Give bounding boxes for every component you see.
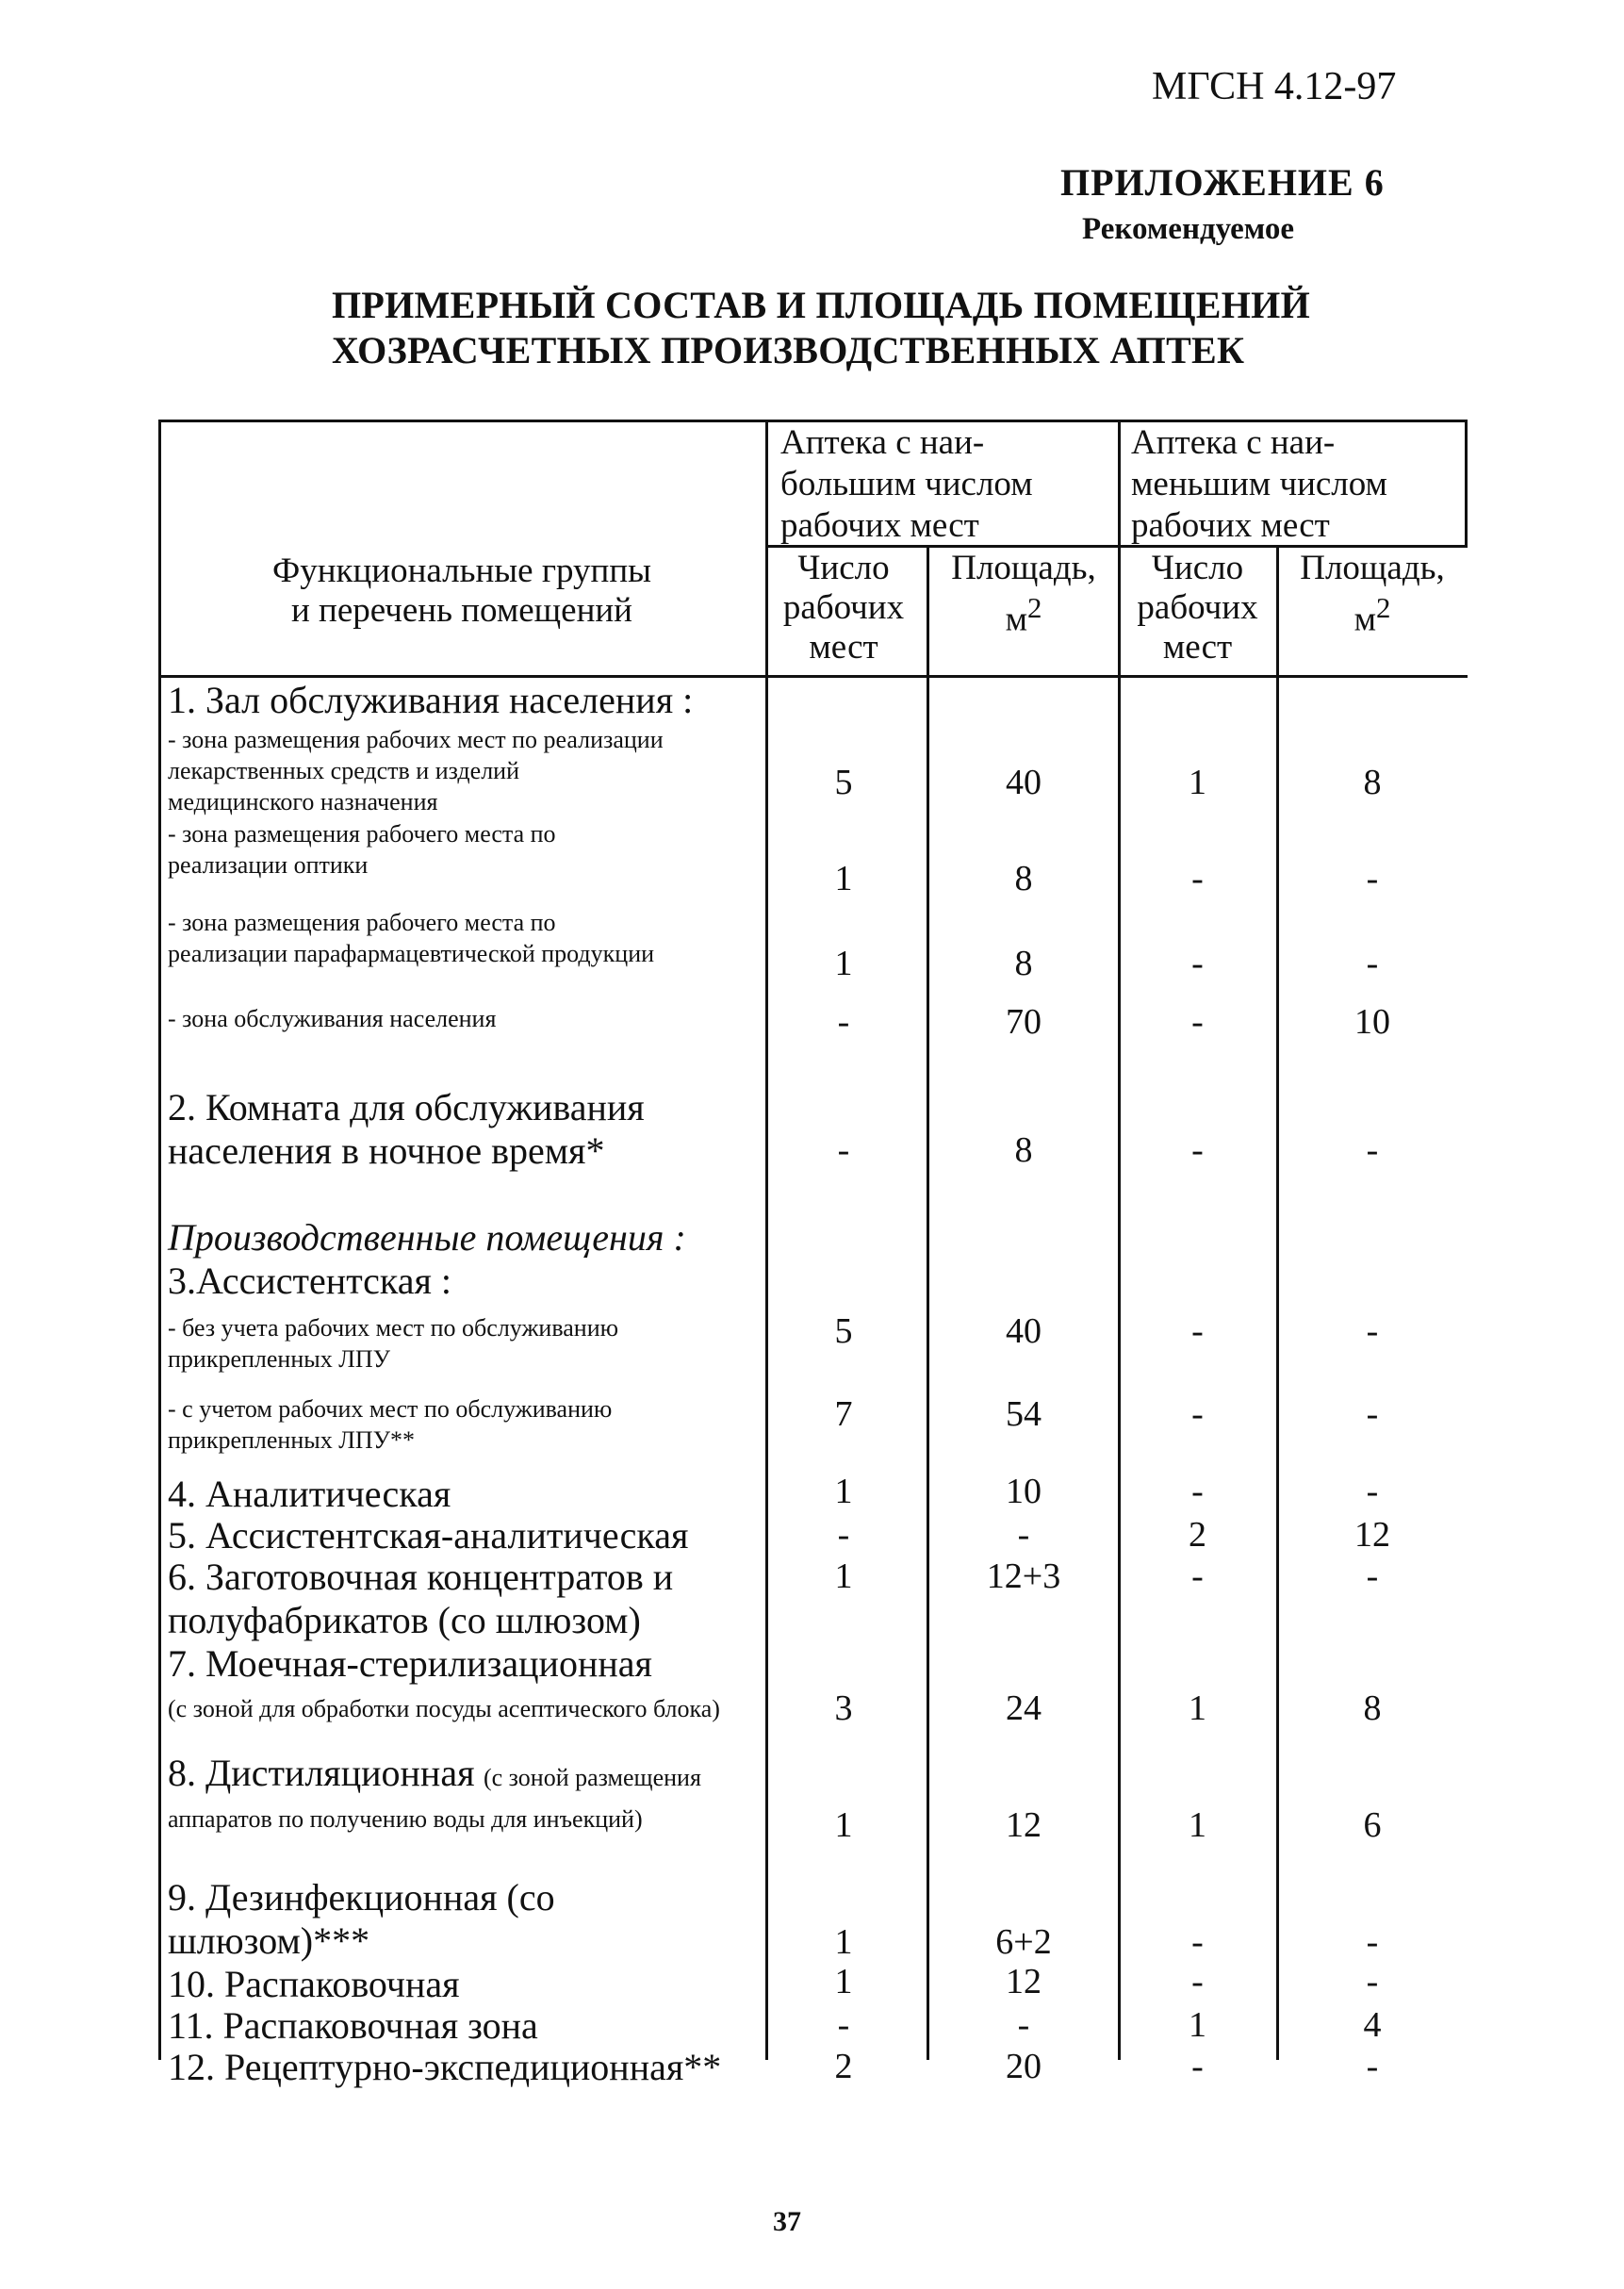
row-19-cell-2: - [1017, 2005, 1030, 2045]
row-20-cell-4: - [1366, 2047, 1379, 2086]
row-label-14: 7. Моечная-стерилизационная [168, 1642, 652, 1685]
row-12-cell-3: 2 [1189, 1515, 1206, 1555]
row-label-12: 5. Ассистентская-аналитическая [168, 1514, 689, 1556]
row-17-cell-4: - [1366, 1922, 1379, 1962]
row-13-cell-2: 12+3 [986, 1556, 1061, 1596]
row-20-cell-1: 2 [834, 2047, 853, 2086]
row-16-cell-1: 1 [834, 1805, 853, 1845]
table-border-left [158, 420, 161, 2060]
row-5-cell-1: - [837, 1002, 850, 1042]
row-label-18: 10. Распаковочная [168, 1963, 460, 2005]
row-18-cell-4: - [1366, 1962, 1379, 2001]
row-18-cell-1: 1 [834, 1962, 853, 2001]
row-16-cell-3: 1 [1189, 1805, 1206, 1845]
table-divider-col4 [1276, 547, 1279, 2060]
row-6-cell-3: - [1191, 1130, 1204, 1170]
row-3-cell-2: 8 [1014, 859, 1033, 898]
row-label-2: - зона размещения рабочих мест по реализации лекарственных средств и изделий медицинского назначения [168, 726, 664, 815]
row-5-cell-4: 10 [1354, 1002, 1390, 1042]
header-area-smallest: Площадь, $м^2$ [1300, 549, 1445, 639]
row-label-16: 8. Дистиляционная (с зоной размещения аппаратов по получению воды для инъекций) [168, 1752, 701, 1833]
header-area-largest: Площадь, $м^2$ [951, 549, 1096, 639]
row-3-cell-3: - [1191, 859, 1204, 898]
header-smallest-pharmacy: Аптека с наи- меньшим числом рабочих мест [1131, 423, 1387, 545]
row-9-cell-2: 40 [1006, 1311, 1042, 1351]
row-5-cell-3: - [1191, 1002, 1204, 1042]
row-18-cell-3: - [1191, 1962, 1204, 2001]
header-places-smallest: Число рабочих мест [1137, 549, 1258, 667]
row-15-cell-3: 1 [1189, 1688, 1206, 1728]
title-line-1: ПРИМЕРНЫЙ СОСТАВ И ПЛОЩАДЬ ПОМЕЩЕНИЙ [332, 284, 1310, 326]
row-label-20: 12. Рецептурно-экспедиционная** [168, 2046, 722, 2088]
row-label-4: - зона размещения рабочего места по реализации парафармацевтической продукции [168, 909, 655, 967]
row-2-cell-4: 8 [1363, 763, 1382, 802]
row-19-cell-1: - [837, 2005, 850, 2045]
row-20-cell-3: - [1191, 2047, 1204, 2086]
row-16-cell-4: 6 [1363, 1805, 1382, 1845]
table-header-bottom [158, 675, 1468, 678]
row-9-cell-1: 5 [834, 1311, 853, 1351]
row-13-cell-1: 1 [834, 1556, 853, 1596]
header-functional-groups: Функциональные группы и перечень помещений [272, 552, 651, 630]
page-number: 37 [773, 2206, 801, 2237]
row-2-cell-1: 5 [834, 763, 853, 802]
row-2-cell-2: 40 [1006, 763, 1042, 802]
title-line-2: ХОЗРАСЧЕТНЫХ ПРОИЗВОДСТВЕННЫХ АПТЕК [332, 329, 1245, 371]
row-15-cell-2: 24 [1006, 1688, 1042, 1728]
row-label-5: - зона обслуживания населения [168, 1005, 497, 1032]
row-label-10: - с учетом рабочих мест по обслуживанию прикрепленных ЛПУ** [168, 1395, 613, 1454]
row-13-cell-3: - [1191, 1556, 1204, 1596]
row-17-cell-3: - [1191, 1922, 1204, 1962]
row-label-17: 9. Дезинфекционная (со шлюзом)*** [168, 1876, 555, 1962]
row-label-7: Производственные помещения : [168, 1216, 686, 1259]
row-12-cell-2: - [1017, 1515, 1030, 1555]
row-label-6: 2. Комната для обслуживания населения в ночное время* [168, 1086, 645, 1172]
row-19-cell-3: 1 [1189, 2005, 1206, 2045]
row-10-cell-3: - [1191, 1394, 1204, 1434]
row-label-9: - без учета рабочих мест по обслуживанию прикрепленных ЛПУ [168, 1314, 619, 1373]
appendix-title: ПРИЛОЖЕНИЕ 6 [1060, 161, 1385, 204]
row-6-cell-4: - [1366, 1130, 1379, 1170]
row-9-cell-4: - [1366, 1311, 1379, 1351]
row-11-cell-1: 1 [834, 1472, 853, 1511]
row-4-cell-1: 1 [834, 944, 853, 983]
row-11-cell-3: - [1191, 1472, 1204, 1511]
recommended-label: Рекомендуемое [1082, 212, 1294, 246]
row-11-cell-2: 10 [1006, 1472, 1042, 1511]
row-4-cell-4: - [1366, 944, 1379, 983]
row-17-cell-2: 6+2 [995, 1922, 1052, 1962]
row-10-cell-4: - [1366, 1394, 1379, 1434]
row-11-cell-4: - [1366, 1472, 1379, 1511]
row-20-cell-2: 20 [1006, 2047, 1042, 2086]
row-2-cell-3: 1 [1189, 763, 1206, 802]
row-label-13: 6. Заготовочная концентратов и полуфабрикатов (со шлюзом) [168, 1556, 674, 1641]
row-4-cell-3: - [1191, 944, 1204, 983]
row-17-cell-1: 1 [834, 1922, 853, 1962]
row-6-cell-2: 8 [1014, 1130, 1033, 1170]
row-label-1: 1. Зал обслуживания населения : [168, 679, 694, 721]
row-label-15: (с зоной для обработки посуды асептического блока) [168, 1695, 720, 1722]
row-9-cell-3: - [1191, 1311, 1204, 1351]
row-19-cell-4: 4 [1363, 2005, 1382, 2045]
row-6-cell-1: - [837, 1130, 850, 1170]
row-15-cell-4: 8 [1363, 1688, 1382, 1728]
row-10-cell-1: 7 [834, 1394, 853, 1434]
header-largest-pharmacy: Аптека с наи- большим числом рабочих мест [780, 423, 1033, 545]
row-label-3: - зона размещения рабочего места по реализации оптики [168, 820, 556, 879]
row-13-cell-4: - [1366, 1556, 1379, 1596]
row-label-19: 11. Распаковочная зона [168, 2004, 538, 2047]
header-places-largest: Число рабочих мест [782, 549, 905, 667]
row-3-cell-1: 1 [834, 859, 853, 898]
row-18-cell-2: 12 [1006, 1962, 1042, 2001]
row-3-cell-4: - [1366, 859, 1379, 898]
table-divider-col2 [927, 547, 929, 2060]
row-label-11: 4. Аналитическая [168, 1473, 451, 1515]
row-5-cell-2: 70 [1006, 1002, 1042, 1042]
row-12-cell-1: - [837, 1515, 850, 1555]
row-10-cell-2: 54 [1006, 1394, 1042, 1434]
row-16-cell-2: 12 [1006, 1805, 1042, 1845]
page-title [332, 283, 1310, 373]
row-4-cell-2: 8 [1014, 944, 1033, 983]
row-label-8: 3.Ассистентская : [168, 1260, 452, 1302]
row-12-cell-4: 12 [1354, 1515, 1390, 1555]
row-15-cell-1: 3 [834, 1688, 853, 1728]
document-code: МГСН 4.12-97 [1152, 65, 1397, 108]
